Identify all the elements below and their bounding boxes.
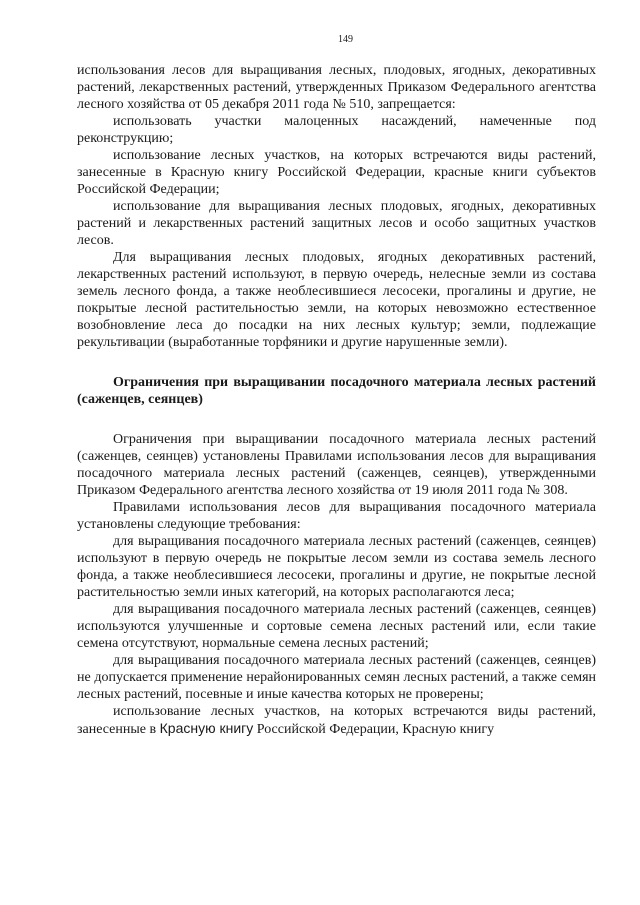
section-heading: Ограничения при выращивании посадочного материала лесных растений (саженцев, сеянцев) [77, 375, 596, 407]
text-run: Российской Федерации, Красную книгу [253, 722, 495, 737]
paragraph-item: для выращивания посадочного материала лесных растений (саженцев, сеянцев) не допускается применение нерайонированных семян лесных растений, а также семян лесных растений, посевные и иные качества которых не проверены; [77, 653, 596, 702]
page-number: 149 [338, 34, 353, 45]
paragraph: Для выращивания лесных плодовых, ягодных декоративных растений, лекарственных растений используют, в первую очередь, нелесные земли из состава земель лесного фонда, а также необлесившиеся лесосеки, прогалины и другие, не покрытые лесной растительностью земли, на которых невозможно естественное возобновление леса до посадки на них лесных культур; земли, подлежащие рекультивации (выработанные торфяники и другие нарушенные земли). [77, 250, 596, 350]
paragraph-item: использование для выращивания лесных плодовых, ягодных, декоративных растений и лекарственных растений защитных лесов и особо защитных участков лесов. [77, 199, 596, 248]
paragraph-item: для выращивания посадочного материала лесных растений (саженцев, сеянцев) используются улучшенные и сортовые семена лесных растений или, если такие семена отсутствуют, нормальные семена лесных растений; [77, 602, 596, 651]
paragraph-item: использование лесных участков, на которых встречаются виды растений, занесенные в Красную книгу Российской Федерации, красные книги субъектов Российской Федерации; [77, 148, 596, 197]
paragraph: Ограничения при выращивании посадочного материала лесных растений (саженцев, сеянцев) установлены Правилами использования лесов для выращивания посадочного материала лесных растений (саженцев, сеянцев), утвержденными Приказом Федерального агентства лесного хозяйства от 19 июля 2011 года № 308. [77, 432, 596, 498]
text-run-sans: Красную книгу [159, 720, 254, 736]
paragraph-item: использовать участки малоценных насаждений, намеченные под реконструкцию; [77, 114, 596, 146]
text-run: использование лесных участков, на которых встречаются виды растений, занесенные в [77, 704, 596, 737]
paragraph: Правилами использования лесов для выращивания посадочного материала установлены следующие требования: [77, 500, 596, 532]
paragraph-continuation: использования лесов для выращивания лесных, плодовых, ягодных, декоративных растений, лекарственных растений, утвержденных Приказом Федерального агентства лесного хозяйства от 05 декабря 2011 года № 510, запрещается: [77, 63, 596, 112]
paragraph-item-last [77, 703, 596, 738]
paragraph-item: для выращивания посадочного материала лесных растений (саженцев, сеянцев) используют в первую очередь не покрытые лесом земли из состава земель лесного фонда, а также необлесившиеся лесосеки, прогалины и другие, не покрытые лесной растительностью земли иных категорий, на которых располагаются леса; [77, 534, 596, 600]
